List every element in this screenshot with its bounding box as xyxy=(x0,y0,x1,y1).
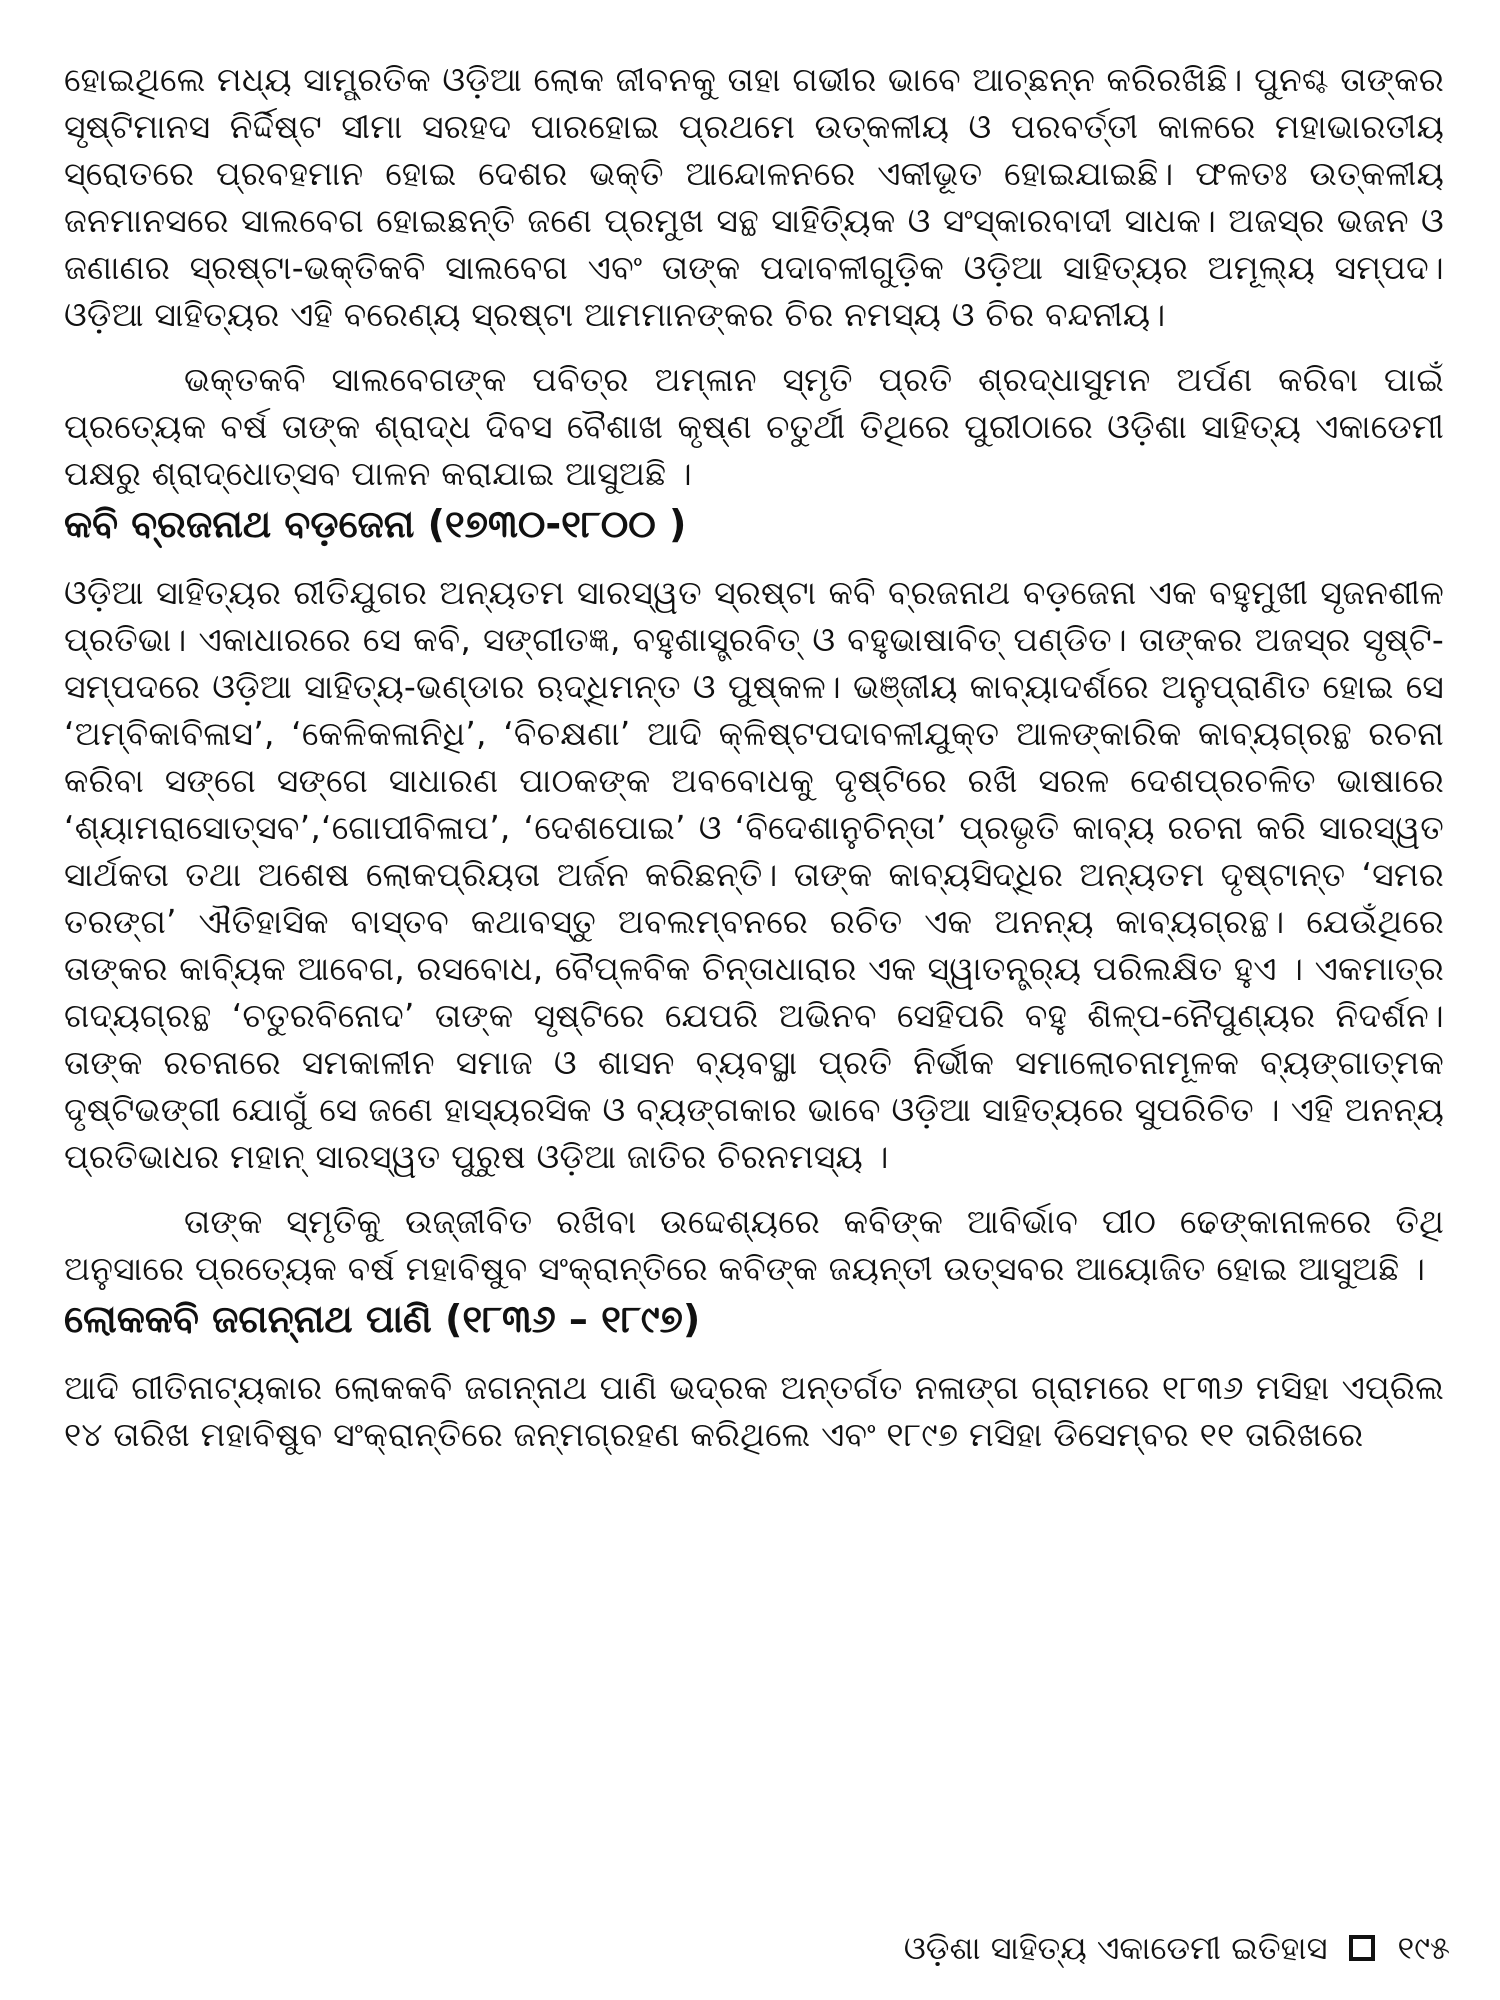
jagannath-paragraph-1: ଆଦି ଗୀତିନାଟ୍ୟକାର ଲୋକକବି ଜଗନ୍ନାଥ ପାଣି ଭଦ୍ରକ ଅନ୍ତର୍ଗତ ନଳାଙ୍ଗ ଗ୍ରାମରେ ୧୮୩୬ ମସିହା ଏପ୍ରିଲ ୧୪ ତାରିଖ ମହାବିଷୁବ ସଂକ୍ରାନ୍ତିରେ ଜନ୍ମଗ୍ରହଣ କରିଥିଲେ ଏବଂ ୧୮୯୭ ମସିହା ଡିସେମ୍ବର ୧୧ ତାରିଖରେ xyxy=(64,1368,1444,1454)
page-number: ୧୯୫ xyxy=(1397,1928,1450,1967)
square-icon xyxy=(1349,1935,1375,1961)
intro-paragraph-1: ହୋଇଥିଲେ ମଧ୍ୟ ସାମ୍ପ୍ରତିକ ଓଡ଼ିଆ ଲୋକ ଜୀବନକୁ ତାହା ଗଭୀର ଭାବେ ଆଚ୍ଛନ୍ନ କରିରଖିଛି। ପୁନଶ୍ଚ ତାଙ୍କର ସୃଷ୍ଟିମାନସ ନିର୍ଦ୍ଦିଷ୍ଟ ସୀମା ସରହଦ ପାରହୋଇ ପ୍ରଥମେ ଉତ୍କଳୀୟ ଓ ପରବର୍ତ୍ତୀ କାଳରେ ମହାଭାରତୀୟ ସ୍ରୋତରେ ପ୍ରବହମାନ ହୋଇ ଦେଶର ଭକ୍ତି ଆନ୍ଦୋଳନରେ ଏକୀଭୂତ ହୋଇଯାଇଛି। ଫଳତଃ ଉତ୍କଳୀୟ ଜନମାନସରେ ସାଲବେଗ ହୋଇଛନ୍ତି ଜଣେ ପ୍ରମୁଖ ସନ୍ଥ ସାହିତ୍ୟିକ ଓ ସଂସ୍କାରବାଦୀ ସାଧକ। ଅଜସ୍ର ଭଜନ ଓ ଜଣାଣର ସ୍ରଷ୍ଟା-ଭକ୍ତିକବି ସାଲବେଗ ଏବଂ ତାଙ୍କ ପଦାବଳୀଗୁଡ଼ିକ ଓଡ଼ିଆ ସାହିତ୍ୟର ଅମୂଲ୍ୟ ସମ୍ପଦ। ଓଡ଼ିଆ ସାହିତ୍ୟର ଏହି ବରେଣ୍ୟ ସ୍ରଷ୍ଟା ଆମମାନଙ୍କର ଚିର ନମସ୍ୟ ଓ ଚିର ବନ୍ଦନୀୟ। xyxy=(64,60,1444,334)
section-heading-jagannath: ଲୋକକବି ଜଗନ୍ନାଥ ପାଣି (୧୮୩୬ – ୧୮୯୭) xyxy=(64,1297,701,1341)
brajanath-paragraph-1: ଓଡ଼ିଆ ସାହିତ୍ୟର ରୀତିଯୁଗର ଅନ୍ୟତମ ସାରସ୍ୱତ ସ୍ରଷ୍ଟା କବି ବ୍ରଜନାଥ ବଡ଼ଜେନା ଏକ ବହୁମୁଖୀ ସୃଜନଶୀଳ ପ୍ରତିଭା। ଏକାଧାରରେ ସେ କବି, ସଙ୍ଗୀତଜ୍ଞ, ବହୁଶାସ୍ତ୍ରବିତ୍ ଓ ବହୁଭାଷାବିତ୍ ପଣ୍ଡିତ। ତାଙ୍କର ଅଜସ୍ର ସୃଷ୍ଟି-ସମ୍ପଦରେ ଓଡ଼ିଆ ସାହିତ୍ୟ-ଭଣ୍ଡାର ଋଦ୍ଧିମନ୍ତ ଓ ପୁଷ୍କଳ। ଭଞ୍ଜୀୟ କାବ୍ୟାଦର୍ଶରେ ଅନୁପ୍ରାଣିତ ହୋଇ ସେ ‘ଅମ୍ବିକାବିଳାସ’, ‘କେଳିକଳାନିଧି’, ‘ବିଚକ୍ଷଣା’ ଆଦି କ୍ଳିଷ୍ଟପଦାବଳୀଯୁକ୍ତ ଆଳଙ୍କାରିକ କାବ୍ୟଗ୍ରନ୍ଥ ରଚନା କରିବା ସଙ୍ଗେ ସଙ୍ଗେ ସାଧାରଣ ପାଠକଙ୍କ ଅବବୋଧକୁ ଦୃଷ୍ଟିରେ ରଖି ସରଳ ଦେଶପ୍ରଚଳିତ ଭାଷାରେ ‘ଶ୍ୟାମରାସୋତ୍ସବ’,‘ଗୋପୀବିଳାପ’, ‘ଦେଶପୋଇ’ ଓ ‘ବିଦେଶାନୁଚିନ୍ତା’ ପ୍ରଭୃତି କାବ୍ୟ ରଚନା କରି ସାରସ୍ୱତ ସାର୍ଥକତା ତଥା ଅଶେଷ ଲୋକପ୍ରିୟତା ଅର୍ଜନ କରିଛନ୍ତି। ତାଙ୍କ କାବ୍ୟସିଦ୍ଧିର ଅନ୍ୟତମ ଦୃଷ୍ଟାନ୍ତ ‘ସମର ତରଙ୍ଗ’ ଐତିହାସିକ ବାସ୍ତବ କଥାବସ୍ତୁ ଅବଲମ୍ବନରେ ରଚିତ ଏକ ଅନନ୍ୟ କାବ୍ୟଗ୍ରନ୍ଥ। ଯେଉଁଥିରେ ତାଙ୍କର କାବ୍ୟିକ ଆବେଗ, ରସବୋଧ, ବୈପ୍ଳବିକ ଚିନ୍ତାଧାରାର ଏକ ସ୍ୱାତନ୍ତ୍ର୍ୟ ପରିଲକ୍ଷିତ ହୁଏ । ଏକମାତ୍ର ଗଦ୍ୟଗ୍ରନ୍ଥ ‘ଚତୁରବିନୋଦ’ ତାଙ୍କ ସୃଷ୍ଟିରେ ଯେପରି ଅଭିନବ ସେହିପରି ବହୁ ଶିଳ୍ପ-ନୈପୁଣ୍ୟର ନିଦର୍ଶନ। ତାଙ୍କ ରଚନାରେ ସମକାଳୀନ ସମାଜ ଓ ଶାସନ ବ୍ୟବସ୍ଥା ପ୍ରତି ନିର୍ଭୀକ ସମାଲୋଚନାମୂଳକ ବ୍ୟଙ୍ଗାତ୍ମକ ଦୃଷ୍ଟିଭଙ୍ଗୀ ଯୋଗୁଁ ସେ ଜଣେ ହାସ୍ୟରସିକ ଓ ବ୍ୟଙ୍ଗକାର ଭାବେ ଓଡ଼ିଆ ସାହିତ୍ୟରେ ସୁପରିଚିତ । ଏହି ଅନନ୍ୟ ପ୍ରତିଭାଧର ମହାନ୍ ସାରସ୍ୱତ ପୁରୁଷ ଓଡ଼ିଆ ଜାତିର ଚିରନମସ୍ୟ । xyxy=(64,573,1444,1176)
intro-paragraph-2: ଭକ୍ତକବି ସାଲବେଗଙ୍କ ପବିତ୍ର ଅମ୍ଳାନ ସ୍ମୃତି ପ୍ରତି ଶ୍ରଦ୍ଧାସୁମନ ଅର୍ପଣ କରିବା ପାଇଁ ପ୍ରତ୍ୟେକ ବର୍ଷ ତାଙ୍କ ଶ୍ରାଦ୍ଧ ଦିବସ ବୈଶାଖ କୃଷ୍ଣ ଚତୁର୍ଥୀ ତିଥିରେ ପୁରୀଠାରେ ଓଡ଼ିଶା ସାହିତ୍ୟ ଏକାଡେମୀ ପକ୍ଷରୁ ଶ୍ରାଦ୍ଧୋତ୍ସବ ପାଳନ କରାଯାଇ ଆସୁଅଛି । xyxy=(64,360,1444,493)
brajanath-paragraph-2: ତାଙ୍କ ସ୍ମୃତିକୁ ଉଜ୍ଜୀବିତ ରଖିବା ଉଦ୍ଦେଶ୍ୟରେ କବିଙ୍କ ଆବିର୍ଭାବ ପୀଠ ଢେଙ୍କାନାଳରେ ତିଥି ଅନୁସାରେ ପ୍ରତ୍ୟେକ ବର୍ଷ ମହାବିଷୁବ ସଂକ୍ରାନ୍ତିରେ କବିଙ୍କ ଜୟନ୍ତୀ ଉତ୍ସବର ଆୟୋଜିତ ହୋଇ ଆସୁଅଛି । xyxy=(64,1202,1444,1288)
page-footer xyxy=(904,1924,1450,1972)
footer-book-title: ଓଡ଼ିଶା ସାହିତ୍ୟ ଏକାଡେମୀ ଇତିହାସ xyxy=(903,1928,1328,1967)
section-heading-brajanath: କବି ବ୍ରଜନାଥ ବଡ଼ଜେନା (୧୭୩୦-୧୮୦୦ ) xyxy=(64,502,687,546)
